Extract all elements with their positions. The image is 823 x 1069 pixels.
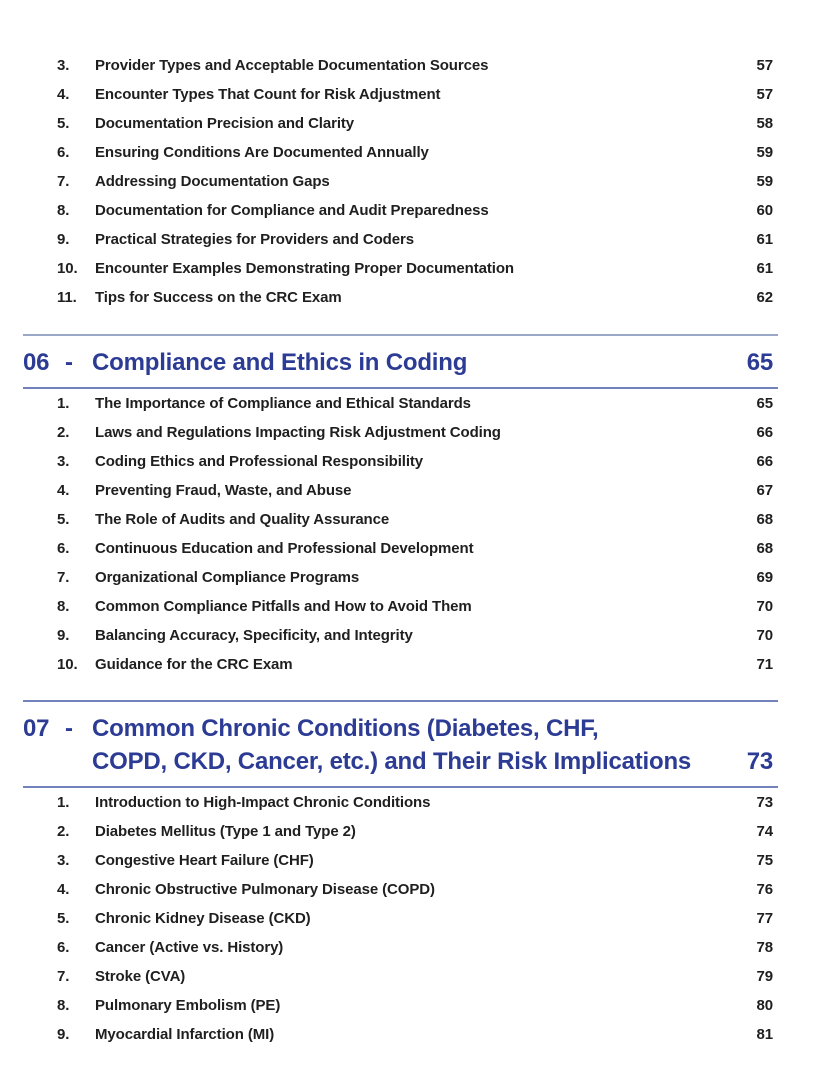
entry-title: Pulmonary Embolism (PE): [95, 997, 281, 1014]
entry-number: 1.: [57, 395, 70, 412]
entry-number: 3.: [57, 57, 70, 74]
toc-entry: [0, 939, 823, 968]
section-number: 07: [23, 715, 50, 742]
entry-title: Preventing Fraud, Waste, and Abuse: [95, 482, 352, 499]
entry-number: 9.: [57, 627, 70, 644]
entry-page-number: 81: [756, 1026, 773, 1043]
toc-entry: [0, 115, 823, 144]
entry-title: Encounter Examples Demonstrating Proper Documentation: [95, 260, 514, 277]
entry-number: 10.: [57, 260, 78, 277]
entry-number: 10.: [57, 656, 78, 673]
entry-page-number: 77: [756, 910, 773, 927]
entry-number: 7.: [57, 569, 70, 586]
entry-number: 9.: [57, 231, 70, 248]
entry-title: Laws and Regulations Impacting Risk Adjustment Coding: [95, 424, 501, 441]
entry-number: 6.: [57, 939, 70, 956]
toc-entry: [0, 910, 823, 939]
entry-number: 7.: [57, 968, 70, 985]
toc-entry: [0, 656, 823, 685]
entry-page-number: 57: [756, 57, 773, 74]
entry-page-number: 75: [756, 852, 773, 869]
toc-section-06: [0, 334, 823, 685]
toc-entry: [0, 202, 823, 231]
entry-title: Coding Ethics and Professional Responsibility: [95, 453, 424, 470]
toc-entry: [0, 144, 823, 173]
toc-section-list: [0, 788, 823, 1055]
entry-number: 8.: [57, 202, 70, 219]
entry-title: Documentation Precision and Clarity: [95, 115, 355, 132]
entry-number: 9.: [57, 1026, 70, 1043]
entry-page-number: 68: [756, 540, 773, 557]
entry-page-number: 66: [756, 453, 773, 470]
entry-page-number: 76: [756, 881, 773, 898]
entry-title: Stroke (CVA): [95, 968, 186, 985]
entry-number: 5.: [57, 910, 70, 927]
entry-page-number: 78: [756, 939, 773, 956]
entry-title: Chronic Obstructive Pulmonary Disease (COPD): [95, 881, 435, 898]
entry-title: Chronic Kidney Disease (CKD): [95, 910, 311, 927]
toc-entry: [0, 598, 823, 627]
section-title: [92, 712, 743, 778]
entry-number: 6.: [57, 540, 70, 557]
toc-entry: [0, 997, 823, 1026]
entry-title: Tips for Success on the CRC Exam: [95, 289, 342, 306]
section-title-line: Compliance and Ethics in Coding: [92, 349, 468, 376]
entry-title: Congestive Heart Failure (CHF): [95, 852, 314, 869]
entry-title: Documentation for Compliance and Audit Preparedness: [95, 202, 489, 219]
entry-number: 8.: [57, 598, 70, 615]
toc-entry: [0, 86, 823, 115]
entry-page-number: 69: [756, 569, 773, 586]
entry-number: 5.: [57, 115, 70, 132]
toc-entry: [0, 395, 823, 424]
toc-entry: [0, 482, 823, 511]
entry-title: Provider Types and Acceptable Documentation Sources: [95, 57, 489, 74]
toc-entry: [0, 968, 823, 997]
entry-page-number: 73: [756, 794, 773, 811]
entry-title: Organizational Compliance Programs: [95, 569, 360, 586]
entry-page-number: 58: [756, 115, 773, 132]
entry-page-number: 79: [756, 968, 773, 985]
entry-title: Addressing Documentation Gaps: [95, 173, 330, 190]
entry-title: Ensuring Conditions Are Documented Annually: [95, 144, 429, 161]
section-dash: -: [65, 349, 73, 376]
toc-entry: [0, 289, 823, 318]
entry-number: 7.: [57, 173, 70, 190]
toc-entry: [0, 627, 823, 656]
entry-page-number: 74: [756, 823, 773, 840]
entry-page-number: 61: [756, 231, 773, 248]
toc-entry: [0, 794, 823, 823]
entry-number: 8.: [57, 997, 70, 1014]
entry-title: Balancing Accuracy, Specificity, and Integrity: [95, 627, 413, 644]
toc-section-list: [0, 389, 823, 685]
entry-page-number: 70: [756, 598, 773, 615]
toc-entry: [0, 569, 823, 598]
toc-entry: [0, 453, 823, 482]
entry-page-number: 59: [756, 144, 773, 161]
toc-entry: [0, 881, 823, 910]
entry-number: 2.: [57, 424, 70, 441]
toc-entry: [0, 823, 823, 852]
section-page-number: 73: [746, 748, 773, 775]
entry-page-number: 70: [756, 627, 773, 644]
entry-number: 4.: [57, 482, 70, 499]
toc-continuation-list: [0, 0, 823, 318]
entry-page-number: 67: [756, 482, 773, 499]
entry-number: 4.: [57, 881, 70, 898]
entry-title: Cancer (Active vs. History): [95, 939, 284, 956]
toc-entry: [0, 852, 823, 881]
entry-number: 3.: [57, 453, 70, 470]
section-header: [0, 336, 823, 387]
toc-entry: [0, 424, 823, 453]
entry-number: 5.: [57, 511, 70, 528]
entry-page-number: 71: [756, 656, 773, 673]
entry-title: Common Compliance Pitfalls and How to Avoid Them: [95, 598, 472, 615]
toc-section-07: [0, 700, 823, 1055]
entry-title: Continuous Education and Professional Development: [95, 540, 474, 557]
section-title-line: COPD, CKD, Cancer, etc.) and Their Risk Implications: [92, 748, 692, 775]
entry-page-number: 68: [756, 511, 773, 528]
entry-page-number: 61: [756, 260, 773, 277]
entry-title: Myocardial Infarction (MI): [95, 1026, 275, 1043]
toc-entry: [0, 260, 823, 289]
entry-number: 6.: [57, 144, 70, 161]
section-title-line: Common Chronic Conditions (Diabetes, CHF,: [92, 715, 599, 742]
entry-number: 11.: [57, 289, 77, 306]
entry-page-number: 80: [756, 997, 773, 1014]
entry-number: 4.: [57, 86, 70, 103]
entry-title: Diabetes Mellitus (Type 1 and Type 2): [95, 823, 356, 840]
entry-title: The Role of Audits and Quality Assurance: [95, 511, 390, 528]
entry-title: Encounter Types That Count for Risk Adjustment: [95, 86, 441, 103]
section-dash: -: [65, 715, 73, 742]
entry-title: Practical Strategies for Providers and Coders: [95, 231, 414, 248]
entry-title: Introduction to High-Impact Chronic Conditions: [95, 794, 431, 811]
toc-entry: [0, 540, 823, 569]
toc-entry: [0, 231, 823, 260]
entry-page-number: 66: [756, 424, 773, 441]
toc-entry: [0, 173, 823, 202]
entry-number: 2.: [57, 823, 70, 840]
toc-entry: [0, 1026, 823, 1055]
toc-entry: [0, 57, 823, 86]
entry-title: The Importance of Compliance and Ethical Standards: [95, 395, 471, 412]
entry-page-number: 59: [756, 173, 773, 190]
entry-page-number: 60: [756, 202, 773, 219]
section-number: 06: [23, 349, 50, 376]
entry-page-number: 57: [756, 86, 773, 103]
entry-number: 1.: [57, 794, 70, 811]
section-page-number: 65: [746, 349, 773, 376]
entry-number: 3.: [57, 852, 70, 869]
section-title: [92, 346, 743, 379]
section-header: [0, 702, 823, 786]
toc-entry: [0, 511, 823, 540]
entry-page-number: 65: [756, 395, 773, 412]
entry-title: Guidance for the CRC Exam: [95, 656, 293, 673]
entry-page-number: 62: [756, 289, 773, 306]
